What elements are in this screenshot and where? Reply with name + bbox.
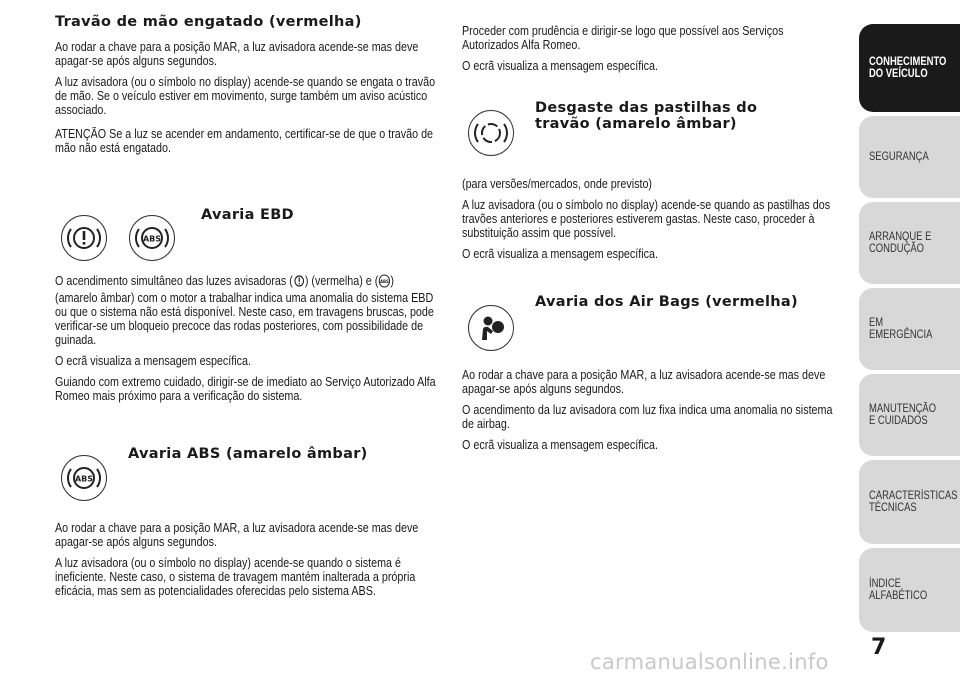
tab-conhecimento[interactable]: CONHECIMENTO DO VEÍCULO	[859, 24, 960, 112]
ebd-p2: O ecrã visualiza a mensagem específica.	[55, 354, 251, 368]
heading-airbag: Avaria dos Air Bags (vermelha)	[535, 294, 798, 310]
airbag-p3: O ecrã visualiza a mensagem específica.	[462, 438, 658, 452]
page-number: 7	[871, 635, 887, 660]
handbrake-p1: Ao rodar a chave para a posição MAR, a luz avisadora acende-se mas deve apagar-se após alguns segundos.	[55, 40, 419, 68]
tab-arranque[interactable]: ARRANQUE E CONDUÇÃO	[859, 202, 960, 284]
heading-ebd: Avaria EBD	[201, 207, 294, 223]
brake-pads-icon	[468, 110, 514, 156]
airbag-p2: O acendimento da luz avisadora com luz fixa indica uma anomalia no sistema de airbag.	[462, 403, 833, 431]
ebd-p3: Guiando com extremo cuidado, dirigir-se de imediato ao Serviço Autorizado Alfa Romeo mais próximo para a verificação do sistema.	[55, 375, 436, 403]
heading-pads: Desgaste das pastilhas do travão (amarelo âmbar)	[535, 100, 758, 132]
tab-seguranca[interactable]: SEGURANÇA	[859, 116, 960, 198]
abs-p1: Ao rodar a chave para a posição MAR, a luz avisadora acende-se mas deve apagar-se após alguns segundos.	[55, 521, 419, 549]
tab-caracteristicas[interactable]: CARACTERÍSTICAS TÉCNICAS	[859, 460, 960, 544]
pads-p3: O ecrã visualiza a mensagem específica.	[462, 247, 658, 261]
pads-p2: A luz avisadora (ou o símbolo no display) acende-se quando as pastilhas dos travões anteriores e posteriores estiverem gastas. Neste caso, proceder à substituição assim que possível.	[462, 198, 831, 240]
tab-manutencao[interactable]: MANUTENÇÃO E CUIDADOS	[859, 374, 960, 456]
intro-p2: O ecrã visualiza a mensagem específica.	[462, 59, 658, 73]
brake-inline-icon	[293, 274, 305, 291]
airbag-icon	[468, 305, 514, 351]
intro-p1: Proceder com prudência e dirigir-se logo que possível aos Serviços Autorizados Alfa Romeo.	[462, 24, 784, 52]
tab-indice[interactable]: ÍNDICE ALFABÉTICO	[859, 548, 960, 632]
abs-icon	[61, 455, 107, 501]
svg-text:ABS: ABS	[74, 474, 94, 484]
pads-p1: (para versões/mercados, onde previsto)	[462, 177, 653, 191]
heading-handbrake: Travão de mão engatado (vermelha)	[55, 14, 362, 30]
handbrake-p2: A luz avisadora (ou o símbolo no display) acende-se quando se engata o travão de mão. Se o veículo estiver em movimento, surge também um aviso acústico associado.	[55, 75, 436, 117]
abs-icon-label: ABS	[142, 234, 162, 244]
tab-emergencia[interactable]: EM EMERGÊNCIA	[859, 288, 960, 370]
svg-text:ABS: ABS	[380, 278, 389, 285]
abs-inline-icon	[378, 274, 390, 291]
brake-warning-icon	[61, 215, 107, 261]
abs-warning-icon	[129, 215, 175, 261]
ebd-p1: O acendimento simultâneo das luzes avisadoras ( ) (vermelha) e ( ABS ) (amarelo âmbar) com o motor a trabalhar indica uma anomalia do sistema EBD ou que o sistema não está disponível. Neste caso, em travagens bruscas, pode verificar-se um bloqueio precoce das rodas posteriores, com possibilidade de guinada.	[55, 274, 434, 347]
heading-abs: Avaria ABS (amarelo âmbar)	[128, 446, 368, 462]
handbrake-p3: ATENÇÃO Se a luz se acender em andamento, certificar-se de que o travão de mão não está engatado.	[55, 127, 434, 155]
abs-p2: A luz avisadora (ou o símbolo no display) acende-se quando o sistema é ineficiente. Neste caso, o sistema de travagem mantém inalterada a própria eficácia, mas sem as potencialidades oferecidas pelo sistema ABS.	[55, 556, 416, 598]
airbag-p1: Ao rodar a chave para a posição MAR, a luz avisadora acende-se mas deve apagar-se após alguns segundos.	[462, 368, 826, 396]
watermark: carmanualsonline.info	[590, 650, 829, 674]
